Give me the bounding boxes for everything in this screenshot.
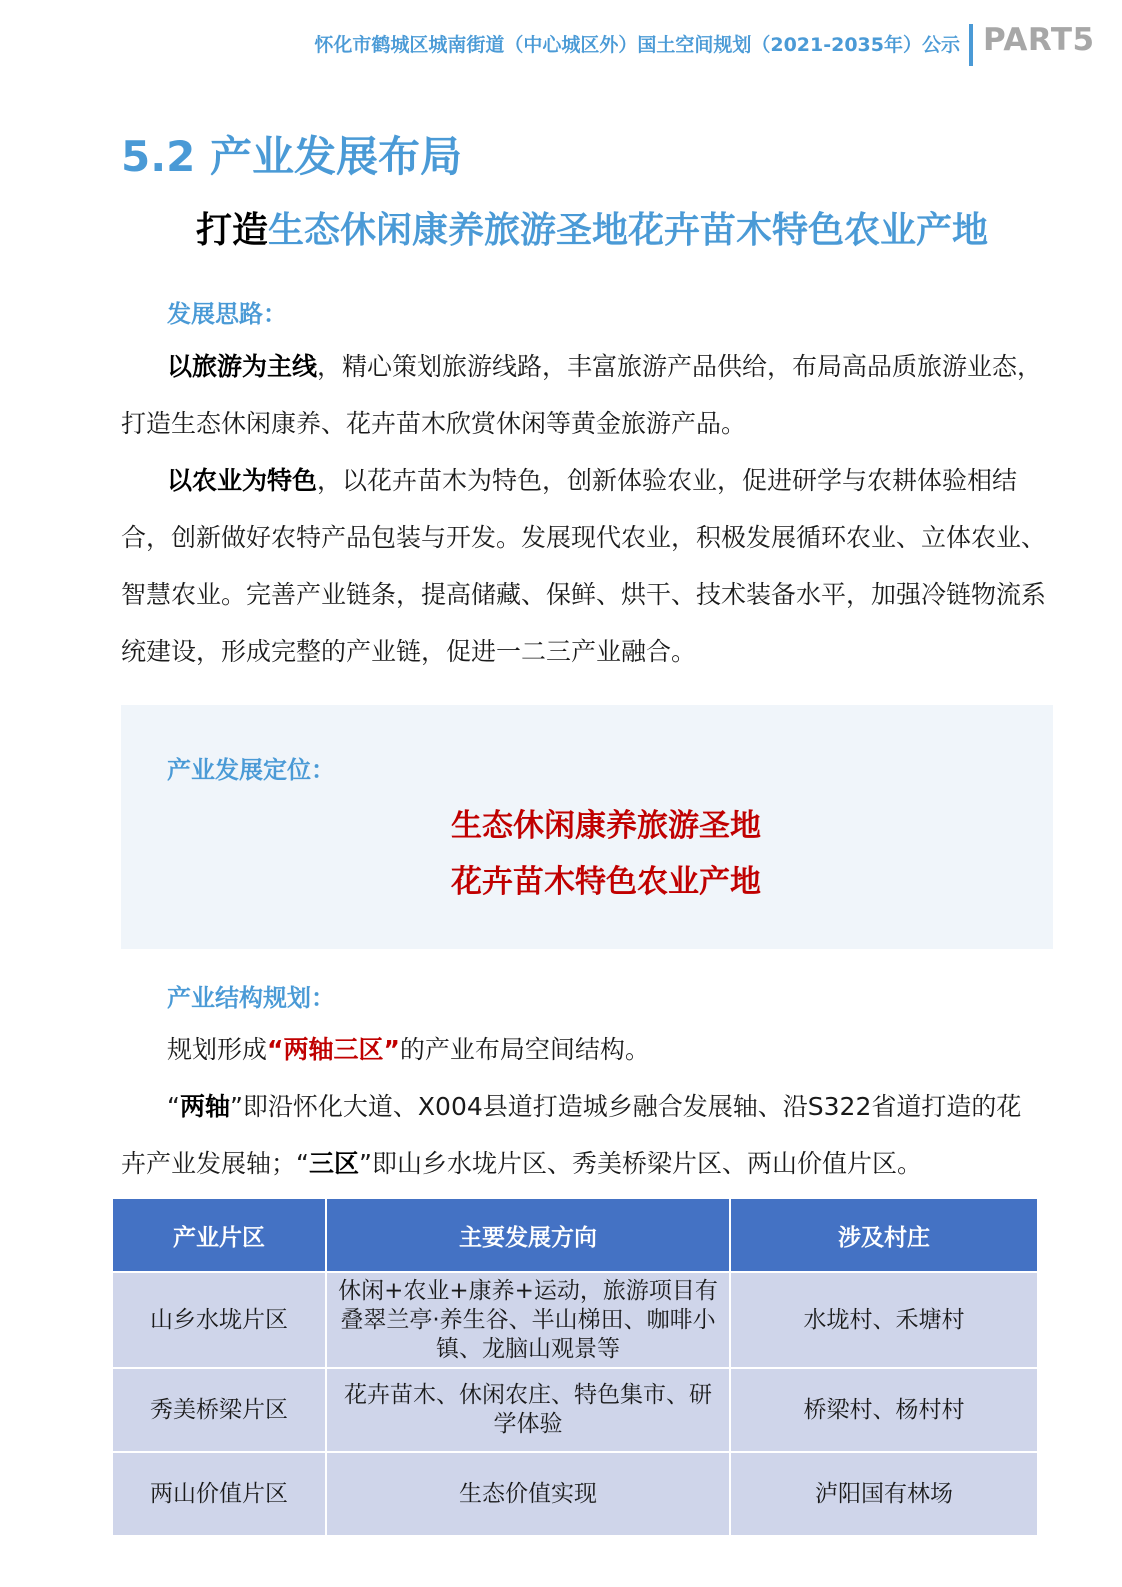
structure-key-term: “两轴三区” [267,1035,400,1064]
villages-cell: 水垅村、禾塘村 [730,1272,1038,1368]
villages-cell: 泸阳国有林场 [730,1452,1038,1536]
axes-quote-open: “ [167,1092,180,1121]
table-row [112,1368,1038,1452]
column-header-zone: 产业片区 [112,1199,326,1272]
zones-term: 三区 [308,1149,359,1178]
positioning-heading: 产业发展定位： [167,756,335,784]
main-title [0,202,1122,253]
main-title-highlight: 生态休闲康养旅游圣地花卉苗木特色农业产地 [268,210,989,251]
agriculture-paragraph [121,452,1046,680]
zone-cell: 两山价值片区 [112,1452,326,1536]
positioning-line-1: 生态休闲康养旅游圣地 [451,808,761,844]
agriculture-lead: 以农业为特色 [167,466,318,495]
column-header-direction: 主要发展方向 [326,1199,730,1272]
direction-cell: 休闲+农业+康养+运动，旅游项目有叠翠兰亭·养生谷、半山梯田、咖啡小镇、龙脑山观景等 [326,1272,730,1368]
industry-zones-table [111,1199,1039,1537]
tourism-lead: 以旅游为主线 [167,352,318,381]
table-row [112,1452,1038,1536]
direction-cell: 生态价值实现 [326,1452,730,1536]
villages-cell: 桥梁村、杨村村 [730,1368,1038,1452]
zones-quote-close: ” [358,1149,372,1178]
structure-text-before: 规划形成 [167,1035,268,1064]
tourism-paragraph [121,338,1046,452]
table-header-row [112,1199,1038,1272]
agriculture-text: ，以花卉苗木为特色，创新体验农业，促进研学与农耕体验相结合，创新做好农特产品包装与开发。发展现代农业，积极发展循环农业、立体农业、智慧农业。完善产业链条，提高储藏、保鲜、烘干、技术装备水平，加强冷链物流系统建设，形成完整的产业链，促进一二三产业融合。 [121,466,1047,666]
axes-term: 两轴 [179,1092,230,1121]
axes-quote-close: ” [229,1092,243,1121]
structure-summary [121,1021,1046,1078]
part-label: PART5 [983,22,1095,58]
positioning-line-2: 花卉苗木特色农业产地 [451,864,761,900]
zone-cell: 山乡水垅片区 [112,1272,326,1368]
structure-heading: 产业结构规划： [167,984,335,1012]
development-ideas-heading: 发展思路： [167,300,287,328]
zones-description: 即山乡水垅片区、秀美桥梁片区、两山价值片区。 [371,1149,922,1178]
column-header-villages: 涉及村庄 [730,1199,1038,1272]
axes-description: 即沿怀化大道、X004县道打造城乡融合发展轴、沿S322省道打造的花卉产业发展轴； [121,1092,1022,1178]
structure-text-after: 的产业布局空间结构。 [399,1035,650,1064]
direction-cell: 花卉苗木、休闲农庄、特色集市、研学体验 [326,1368,730,1452]
header-divider [969,24,973,66]
document-header-title: 怀化市鹤城区城南街道（中心城区外）国土空间规划（2021-2035年）公示 [314,34,960,56]
zones-quote-open: “ [296,1149,309,1178]
main-title-prefix: 打造 [195,210,268,251]
section-title: 5.2 产业发展布局 [121,132,463,181]
zone-cell: 秀美桥梁片区 [112,1368,326,1452]
tourism-text: ，精心策划旅游线路，丰富旅游产品供给，布局高品质旅游业态，打造生态休闲康养、花卉苗木欣赏休闲等黄金旅游产品。 [121,352,1043,438]
axes-zones-paragraph [121,1078,1046,1192]
table-row [112,1272,1038,1368]
